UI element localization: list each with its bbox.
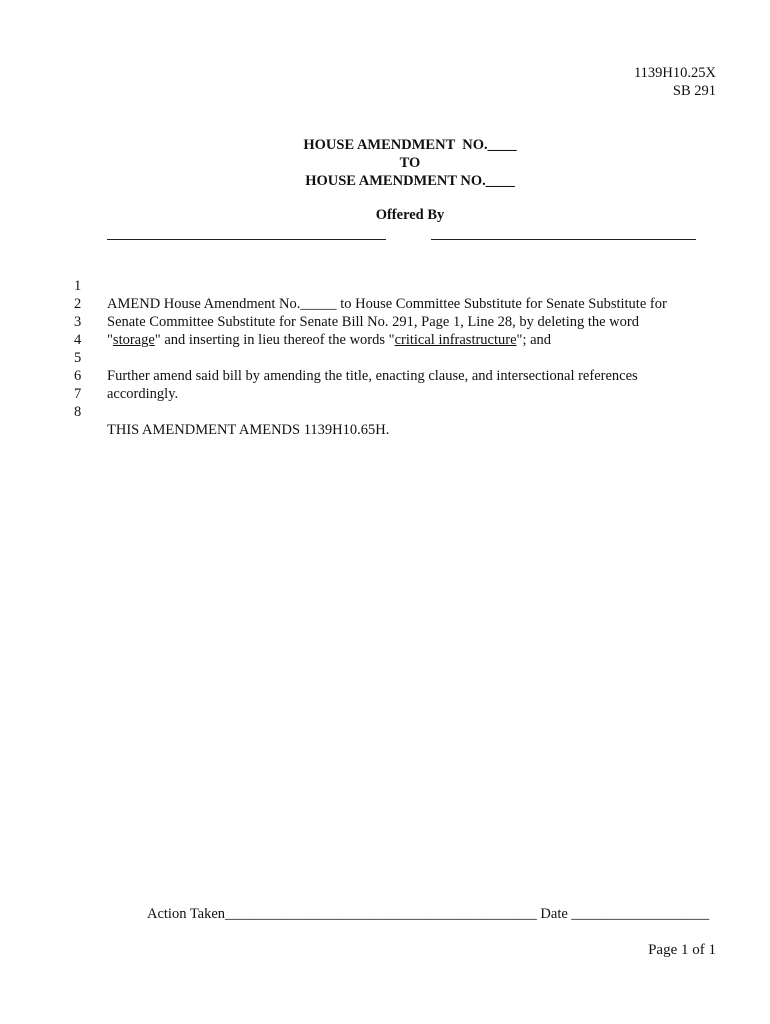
signature-line-right bbox=[431, 239, 696, 240]
line-text: THIS AMENDMENT AMENDS 1139H10.65H. bbox=[107, 422, 390, 438]
bill-number: SB 291 bbox=[672, 83, 716, 99]
line-text bbox=[107, 331, 551, 349]
line-number: 8 bbox=[74, 404, 82, 420]
line-text: AMEND House Amendment No._____ to House Committee Substitute for Senate Substitute for bbox=[107, 296, 667, 312]
amendment-title bbox=[0, 136, 770, 190]
page-number: Page 1 of 1 bbox=[648, 942, 716, 958]
body-line bbox=[0, 259, 667, 312]
title-line-3: HOUSE AMENDMENT NO.____ bbox=[305, 173, 515, 189]
line-number: 1 bbox=[74, 278, 82, 294]
line-text: Further amend said bill by amending the title, enacting clause, and intersectional references bbox=[107, 368, 638, 384]
line-number: 6 bbox=[74, 368, 82, 384]
line-number: 2 bbox=[74, 296, 82, 312]
action-taken-line: Action Taken___________________________________________ Date ___________________ bbox=[147, 906, 710, 922]
title-line-2: TO bbox=[399, 155, 421, 171]
offered-by-label: Offered By bbox=[375, 207, 445, 223]
body-line bbox=[0, 367, 82, 402]
signature-line-left bbox=[107, 239, 386, 240]
title-line-1: HOUSE AMENDMENT NO.____ bbox=[303, 137, 517, 153]
document-identifier bbox=[634, 64, 716, 100]
inserted-words: critical infrastructure bbox=[394, 332, 517, 348]
line-number: 5 bbox=[74, 350, 82, 366]
body-line bbox=[0, 313, 82, 348]
line-number: 7 bbox=[74, 386, 82, 402]
body-line bbox=[0, 349, 179, 402]
line-text: Senate Committee Substitute for Senate Bill No. 291, Page 1, Line 28, by deleting the word bbox=[107, 314, 639, 330]
line-text: accordingly. bbox=[107, 386, 179, 402]
doc-code: 1139H10.25X bbox=[633, 65, 716, 81]
line-number: 4 bbox=[74, 332, 82, 348]
quote-open: " bbox=[107, 332, 113, 348]
line-number: 3 bbox=[74, 314, 82, 330]
deleted-word: storage bbox=[112, 332, 155, 348]
insert-phrase-prefix: " and inserting in lieu thereof the words " bbox=[154, 332, 395, 348]
line-end: "; and bbox=[516, 332, 552, 348]
